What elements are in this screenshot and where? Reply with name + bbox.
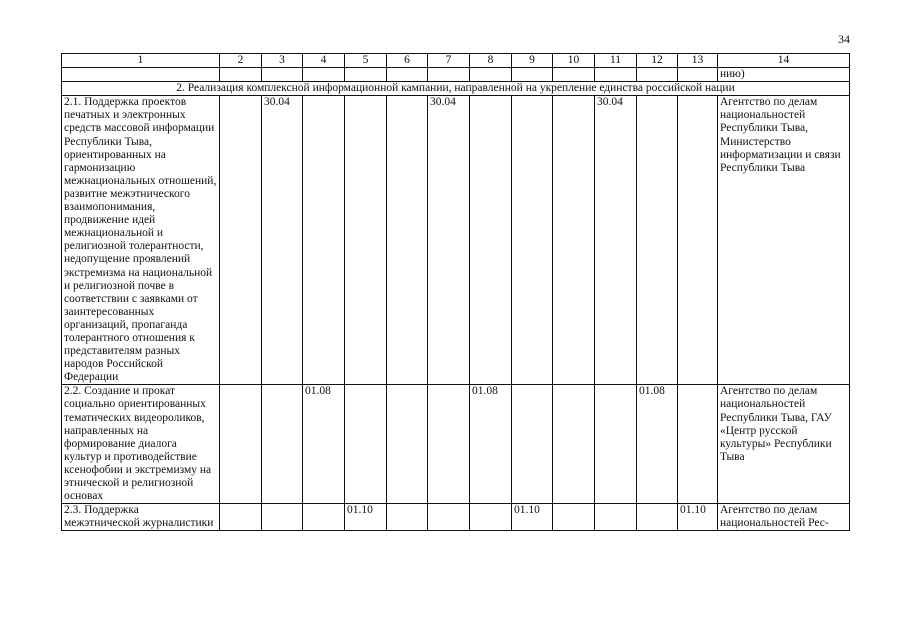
date-cell — [553, 96, 595, 385]
activity-description: 2.1. Поддержка проектов печатных и электронных средств массовой информации Республики Тыва, ориентированных на гармонизацию межнациональных отношений, развитие межэтнического взаимопонимания, продвижение идей межнациональной и религиозной толерантности, недопущение проявлений экстремизма на национальной и религиозной почве в соответствии с заявками от заинтересованных организаций, пропаганда толерантного отношения к представителям разных народов Российской Федерации — [62, 96, 220, 385]
carry-over-text: нию) — [718, 68, 850, 82]
date-cell — [303, 504, 345, 531]
date-cell — [512, 96, 553, 385]
column-header: 8 — [470, 54, 512, 68]
table-row — [62, 96, 850, 385]
date-cell — [470, 96, 512, 385]
date-cell: 30.04 — [595, 96, 637, 385]
date-cell — [262, 385, 303, 504]
date-cell — [678, 385, 718, 504]
column-header: 14 — [718, 54, 850, 68]
column-header: 11 — [595, 54, 637, 68]
column-header: 12 — [637, 54, 678, 68]
column-header: 7 — [428, 54, 470, 68]
date-cell — [220, 96, 262, 385]
date-cell — [553, 385, 595, 504]
date-cell — [553, 504, 595, 531]
date-cell — [428, 504, 470, 531]
date-cell — [303, 96, 345, 385]
date-cell — [387, 385, 428, 504]
date-cell — [470, 504, 512, 531]
column-header: 4 — [303, 54, 345, 68]
date-cell: 01.10 — [345, 504, 387, 531]
date-cell: 30.04 — [428, 96, 470, 385]
executor: Агентство по делам национальностей Рес- — [718, 504, 850, 531]
column-header: 6 — [387, 54, 428, 68]
date-cell — [637, 504, 678, 531]
date-cell — [387, 96, 428, 385]
activity-description: 2.3. Поддержка межэтнической журналистики — [62, 504, 220, 531]
date-cell: 01.08 — [470, 385, 512, 504]
table-row — [62, 385, 850, 504]
date-cell: 01.08 — [303, 385, 345, 504]
date-cell — [262, 504, 303, 531]
plan-table — [61, 53, 850, 531]
column-header-row — [62, 54, 850, 68]
date-cell — [220, 504, 262, 531]
date-cell: 01.10 — [512, 504, 553, 531]
executor: Агентство по делам национальностей Республики Тыва, ГАУ «Центр русской культуры» Республики Тыва — [718, 385, 850, 504]
column-header: 10 — [553, 54, 595, 68]
executor: Агентство по делам национальностей Республики Тыва, Министерство информатизации и связи Республики Тыва — [718, 96, 850, 385]
date-cell — [637, 96, 678, 385]
column-header: 3 — [262, 54, 303, 68]
date-cell — [387, 504, 428, 531]
column-header: 1 — [62, 54, 220, 68]
section-title: 2. Реализация комплексной информационной кампании, направленной на укрепление единства российской нации — [62, 82, 850, 96]
date-cell — [220, 385, 262, 504]
date-cell: 01.10 — [678, 504, 718, 531]
column-header: 2 — [220, 54, 262, 68]
table-row — [62, 504, 850, 531]
activity-description: 2.2. Создание и прокат социально ориентированных тематических видеороликов, направленных на формирование диалога культур и противодействие ксенофобии и экстремизму на этнической и религиозной основах — [62, 385, 220, 504]
date-cell: 01.08 — [637, 385, 678, 504]
column-header: 5 — [345, 54, 387, 68]
carry-over-row — [62, 68, 850, 82]
page-number: 34 — [838, 32, 850, 46]
date-cell — [678, 96, 718, 385]
date-cell — [595, 385, 637, 504]
date-cell — [345, 96, 387, 385]
column-header: 13 — [678, 54, 718, 68]
date-cell — [595, 504, 637, 531]
date-cell: 30.04 — [262, 96, 303, 385]
section-row — [62, 82, 850, 96]
date-cell — [428, 385, 470, 504]
date-cell — [512, 385, 553, 504]
column-header: 9 — [512, 54, 553, 68]
date-cell — [345, 385, 387, 504]
